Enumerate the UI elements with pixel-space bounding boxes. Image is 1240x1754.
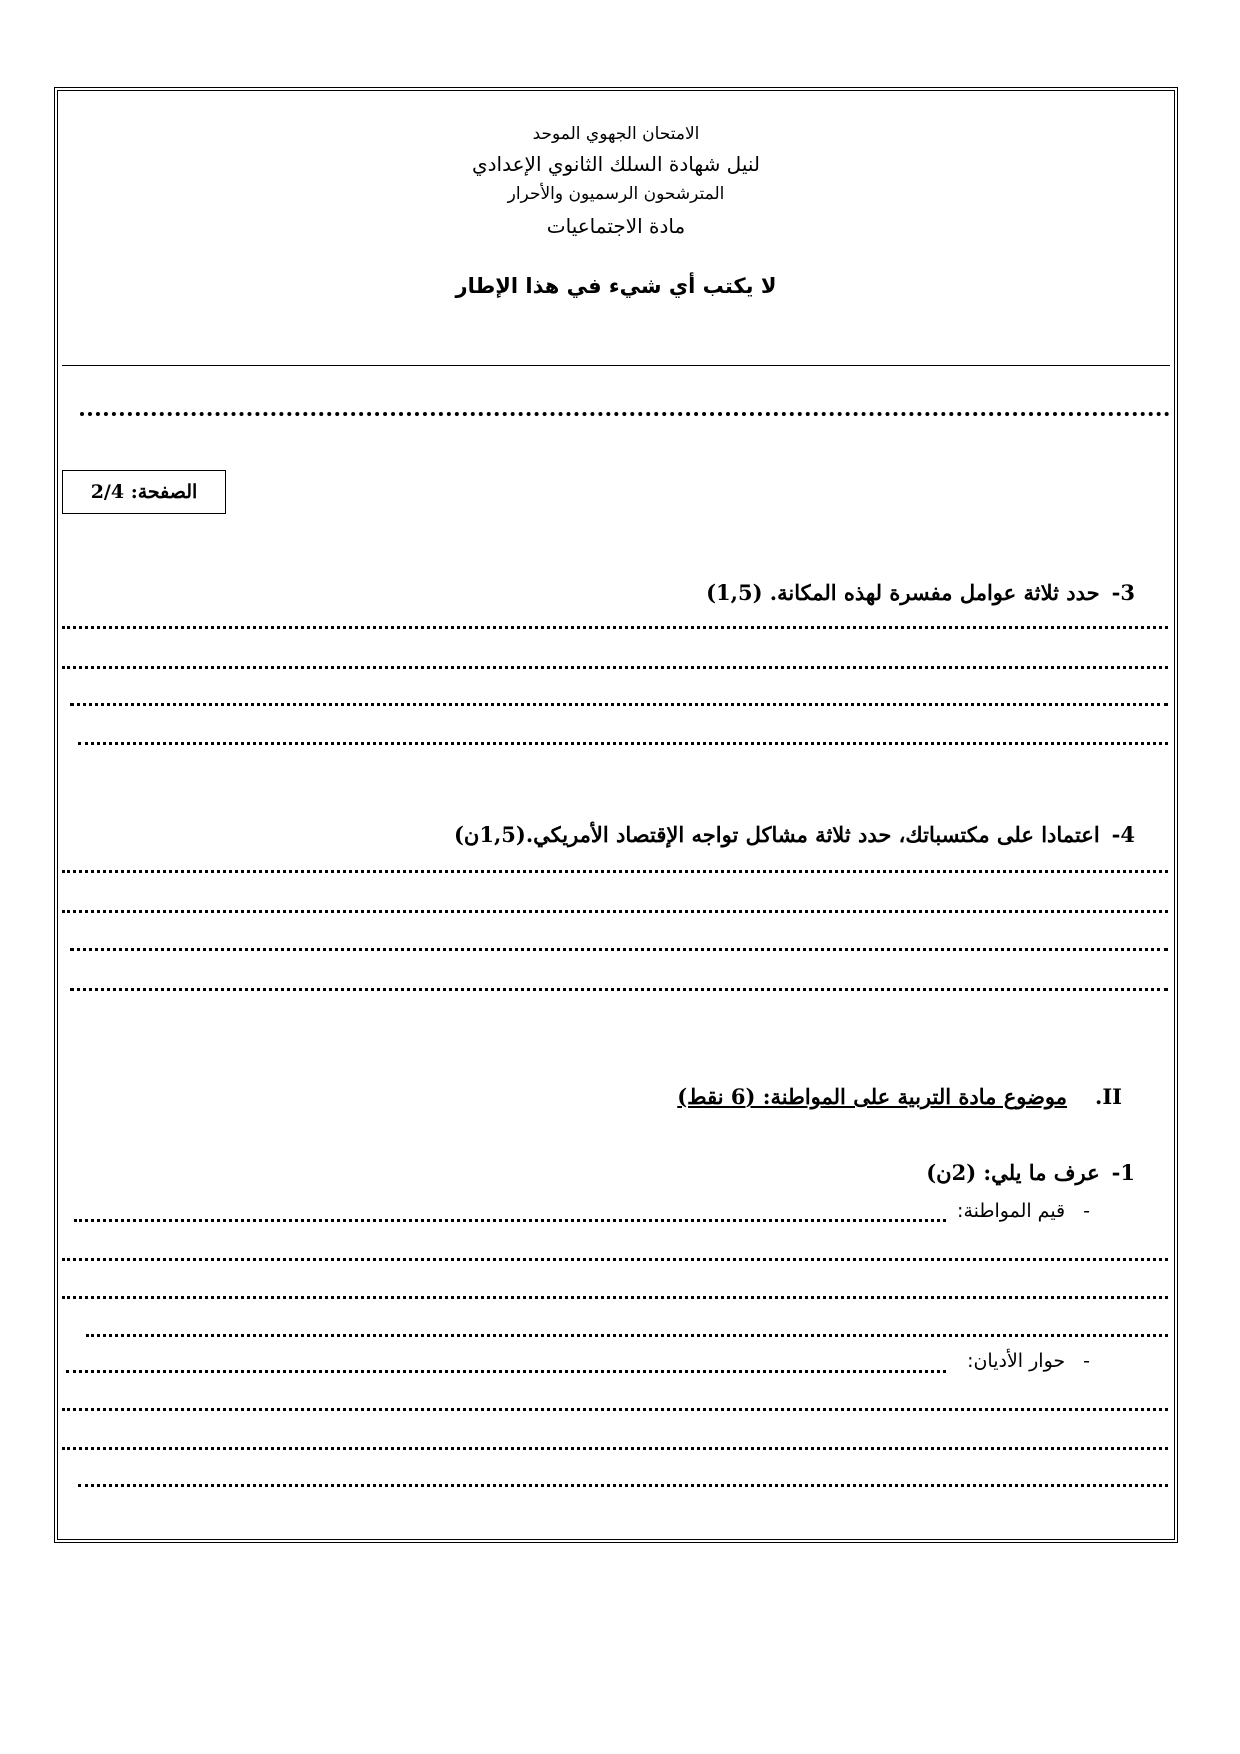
question-number: 4- bbox=[1111, 822, 1135, 847]
answer-line[interactable] bbox=[78, 742, 1168, 745]
question-text: حدد ثلاثة عوامل مفسرة لهذه المكانة. (1,5) bbox=[706, 580, 1100, 605]
exam-header bbox=[62, 94, 1170, 366]
section-title: موضوع مادة التربية على المواطنة: (6 نقط) bbox=[677, 1084, 1068, 1109]
answer-line[interactable] bbox=[62, 1258, 1168, 1261]
term-dash: - bbox=[1083, 1350, 1090, 1372]
question-text: اعتمادا على مكتسباتك، حدد ثلاثة مشاكل تواجه الإقتصاد الأمريكي.(1,5ن) bbox=[454, 822, 1100, 847]
term-dash: - bbox=[1083, 1200, 1090, 1222]
answer-line[interactable] bbox=[70, 988, 1168, 991]
question-number: 1- bbox=[1111, 1160, 1135, 1185]
term-interfaith-dialogue bbox=[967, 1350, 1090, 1372]
cut-line bbox=[80, 412, 1170, 416]
answer-line[interactable] bbox=[62, 910, 1168, 913]
question-3 bbox=[706, 580, 1135, 605]
page-label: الصفحة: bbox=[130, 481, 198, 503]
question-text: عرف ما يلي: (2ن) bbox=[926, 1160, 1100, 1185]
question-1 bbox=[926, 1160, 1135, 1185]
exam-title: الامتحان الجهوي الموحد bbox=[532, 124, 700, 144]
answer-line[interactable] bbox=[62, 1408, 1168, 1411]
answer-line[interactable] bbox=[62, 626, 1168, 629]
term-label: قيم المواطنة: bbox=[957, 1200, 1066, 1222]
answer-line[interactable] bbox=[62, 1447, 1168, 1450]
candidates-line: المترشحون الرسميون والأحرار bbox=[507, 184, 725, 204]
section-ii-heading bbox=[677, 1084, 1122, 1109]
answer-line[interactable] bbox=[70, 948, 1168, 951]
question-number: 3- bbox=[1111, 580, 1135, 605]
answer-line[interactable] bbox=[66, 1370, 946, 1373]
question-4 bbox=[454, 822, 1135, 847]
answer-line[interactable] bbox=[70, 703, 1168, 706]
certificate-line: لنيل شهادة السلك الثانوي الإعدادي bbox=[471, 152, 760, 176]
section-numeral: II. bbox=[1095, 1084, 1122, 1109]
page-indicator bbox=[62, 470, 226, 514]
answer-line[interactable] bbox=[86, 1334, 1168, 1337]
answer-line[interactable] bbox=[74, 1219, 946, 1222]
term-citizenship-values bbox=[957, 1200, 1090, 1222]
answer-line[interactable] bbox=[78, 1484, 1168, 1487]
term-label: حوار الأديان: bbox=[967, 1350, 1066, 1372]
subject-line: مادة الاجتماعيات bbox=[546, 214, 686, 238]
page-number: 2/4 bbox=[90, 481, 125, 503]
answer-line[interactable] bbox=[62, 870, 1168, 873]
no-writing-warning: لا يكتب أي شيء في هذا الإطار bbox=[455, 274, 777, 298]
answer-line[interactable] bbox=[62, 666, 1168, 669]
answer-line[interactable] bbox=[62, 1296, 1168, 1299]
